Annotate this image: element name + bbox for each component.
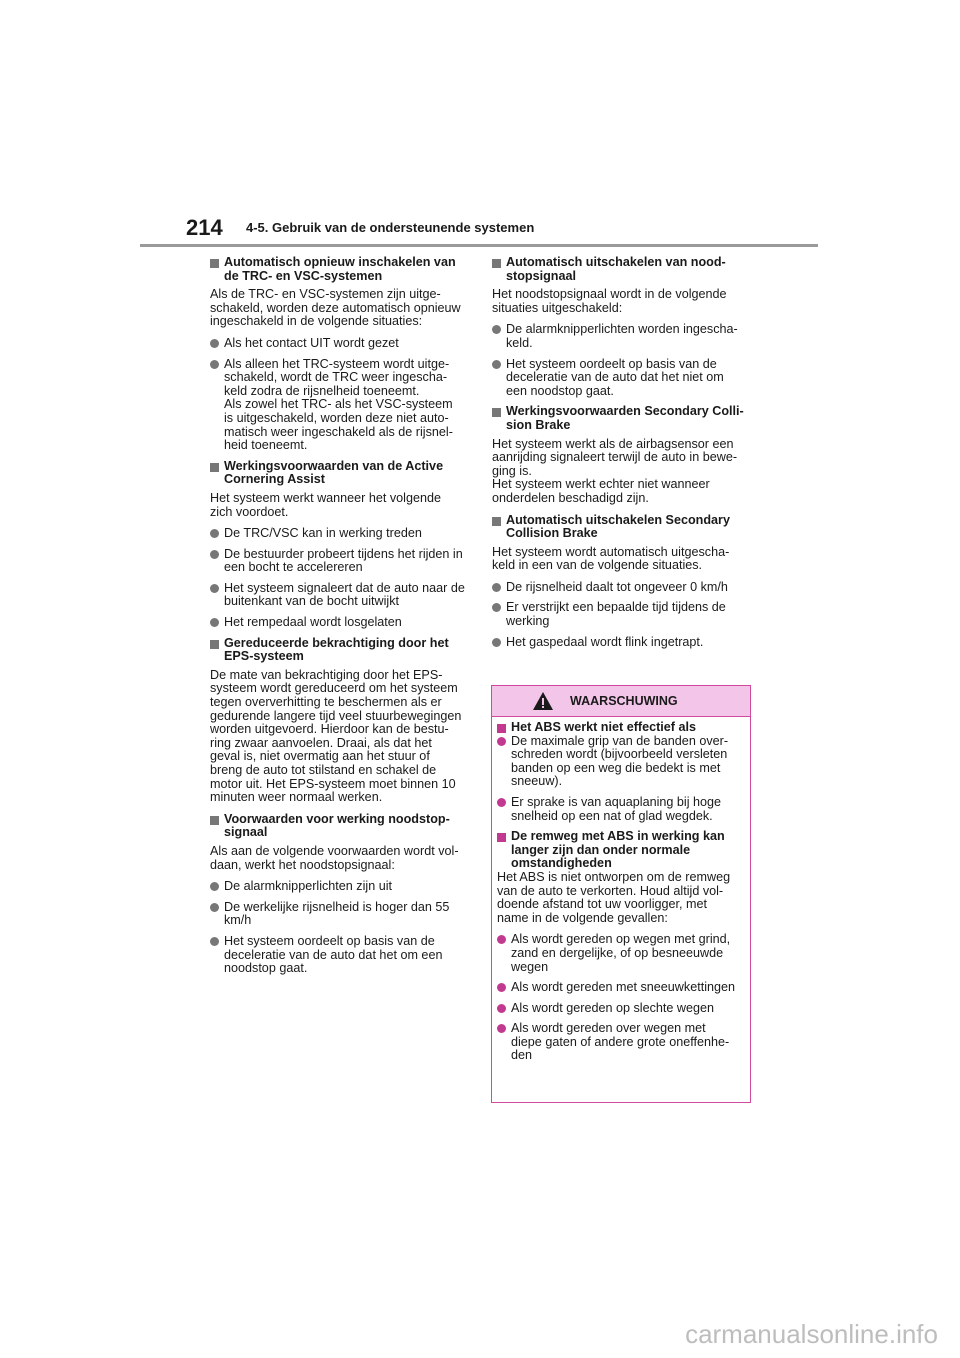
section-heading: Automatisch uitschakelen Secondary Collision Brake bbox=[492, 514, 750, 541]
circle-bullet-icon bbox=[492, 325, 501, 334]
square-bullet-icon bbox=[492, 408, 501, 417]
circle-bullet-icon bbox=[210, 584, 219, 593]
circle-bullet-icon bbox=[210, 360, 219, 369]
list-item: De maximale grip van de banden over- schreden wordt (bijvoorbeeld versleten banden op een weg die bedekt is met sneeuw). bbox=[497, 735, 745, 789]
warning-header bbox=[492, 686, 750, 717]
list-item: Als wordt gereden met sneeuwkettingen bbox=[497, 981, 745, 995]
square-bullet-icon bbox=[210, 259, 219, 268]
list-item: Er verstrijkt een bepaalde tijd tijdens de werking bbox=[492, 601, 750, 628]
list-item: De werkelijke rijsnelheid is hoger dan 55 km/h bbox=[210, 901, 468, 928]
section-heading: Het ABS werkt niet effectief als bbox=[497, 721, 745, 735]
section-body: Het ABS is niet ontworpen om de remweg van de auto te verkorten. Houd altijd vol- doende afstand tot uw voorligger, met name in de volgende gevallen: bbox=[497, 869, 731, 925]
square-bullet-icon bbox=[497, 724, 506, 733]
circle-bullet-icon bbox=[210, 903, 219, 912]
list-item: Het systeem oordeelt op basis van de deceleratie van de auto dat het om een noodstop gaat. bbox=[210, 935, 468, 976]
list-item: Het rempedaal wordt losgelaten bbox=[210, 616, 468, 630]
circle-bullet-icon bbox=[492, 603, 501, 612]
list-item: Het systeem signaleert dat de auto naar de buitenkant van de bocht uitwijkt bbox=[210, 582, 468, 609]
chapter-title: 4-5. Gebruik van de ondersteunende systemen bbox=[246, 220, 535, 235]
list-item: Als wordt gereden op slechte wegen bbox=[497, 1002, 745, 1016]
square-bullet-icon bbox=[210, 463, 219, 472]
header-divider bbox=[140, 244, 818, 247]
circle-bullet-icon bbox=[492, 360, 501, 369]
warning-box bbox=[491, 685, 751, 1103]
section-heading: Automatisch opnieuw inschakelen van de TRC- en VSC-systemen bbox=[210, 256, 468, 283]
warning-body bbox=[492, 717, 750, 1063]
section-heading: Voorwaarden voor werking noodstop-signaal bbox=[210, 813, 468, 840]
circle-bullet-icon bbox=[492, 583, 501, 592]
circle-bullet-icon bbox=[497, 935, 506, 944]
section-heading: Automatisch uitschakelen van nood-stopsignaal bbox=[492, 256, 750, 283]
list-item: Als alleen het TRC-systeem wordt uitge- schakeld, wordt de TRC weer ingescha- keld zodra de rijsnelheid toeneemt. Als zowel het TRC- als het VSC-systeem is uitgeschakeld, worden deze niet auto- matisch weer ingeschakeld als de rijsnel- heid toeneemt. bbox=[210, 358, 468, 453]
square-bullet-icon bbox=[210, 816, 219, 825]
right-column bbox=[492, 256, 750, 656]
circle-bullet-icon bbox=[497, 983, 506, 992]
circle-bullet-icon bbox=[210, 529, 219, 538]
section-intro: Het systeem werkt wanneer het volgende zich voordoet. bbox=[210, 490, 442, 519]
square-bullet-icon bbox=[210, 640, 219, 649]
section-intro: Als aan de volgende voorwaarden wordt vol- daan, werkt het noodstopsignaal: bbox=[210, 843, 459, 872]
warning-title: WAARSCHUWING bbox=[570, 694, 678, 708]
square-bullet-icon bbox=[492, 517, 501, 526]
section-intro: Het systeem wordt automatisch uitgescha- keld in een van de volgende situaties. bbox=[492, 544, 730, 573]
circle-bullet-icon bbox=[210, 937, 219, 946]
circle-bullet-icon bbox=[497, 1004, 506, 1013]
circle-bullet-icon bbox=[492, 638, 501, 647]
list-item: Als wordt gereden over wegen met diepe gaten of andere grote oneffenhe- den bbox=[497, 1022, 745, 1063]
square-bullet-icon bbox=[497, 833, 506, 842]
list-item: De rijsnelheid daalt tot ongeveer 0 km/h bbox=[492, 581, 750, 595]
section-heading: Werkingsvoorwaarden van de Active Cornering Assist bbox=[210, 460, 468, 487]
list-item: Het systeem oordeelt op basis van de deceleratie van de auto dat het niet om een noodstop gaat. bbox=[492, 358, 750, 399]
section-heading: De remweg met ABS in werking kan langer zijn dan onder normale omstandigheden bbox=[497, 830, 745, 871]
list-item: De alarmknipperlichten zijn uit bbox=[210, 880, 468, 894]
list-item: De bestuurder probeert tijdens het rijden in een bocht te accelereren bbox=[210, 548, 468, 575]
square-bullet-icon bbox=[492, 259, 501, 268]
circle-bullet-icon bbox=[497, 1024, 506, 1033]
circle-bullet-icon bbox=[210, 882, 219, 891]
circle-bullet-icon bbox=[210, 618, 219, 627]
list-item: De alarmknipperlichten worden ingescha- keld. bbox=[492, 323, 750, 350]
list-item: Als wordt gereden op wegen met grind, zand en dergelijke, of op besneeuwde wegen bbox=[497, 933, 745, 974]
list-item: Er sprake is van aquaplaning bij hoge snelheid op een nat of glad wegdek. bbox=[497, 796, 745, 823]
circle-bullet-icon bbox=[497, 798, 506, 807]
section-heading: Werkingsvoorwaarden Secondary Colli-sion Brake bbox=[492, 405, 750, 432]
circle-bullet-icon bbox=[210, 339, 219, 348]
section-body: Het systeem werkt als de airbagsensor een aanrijding signaleert terwijl de auto in bewe- ging is. Het systeem werkt echter niet wanneer onderdelen beschadigd zijn. bbox=[492, 436, 738, 505]
circle-bullet-icon bbox=[497, 737, 506, 746]
left-column bbox=[210, 256, 468, 983]
section-body: De mate van bekrachtiging door het EPS- systeem wordt gereduceerd om het systeem tegen oververhitting te beschermen als er gedurende langere tijd veel stuurbewegingen worden uitgevoerd. Hierdoor kan de bestu- ring zwaar aanvoelen. Draai, als dat het geval is, niet overmatig aan het stuur of breng de auto tot stilstand en schakel de motor uit. Het EPS-systeem moet binnen 10 minuten weer normaal werken. bbox=[210, 667, 462, 805]
list-item: De TRC/VSC kan in werking treden bbox=[210, 527, 468, 541]
section-intro: Als de TRC- en VSC-systemen zijn uitge- schakeld, worden deze automatisch opnieuw ingeschakeld in de volgende situaties: bbox=[210, 287, 461, 329]
section-intro: Het noodstopsignaal wordt in de volgende situaties uitgeschakeld: bbox=[492, 287, 727, 315]
page-number: 214 bbox=[186, 215, 223, 240]
warning-triangle-icon bbox=[532, 691, 554, 711]
watermark: carmanualsonline.info bbox=[685, 1319, 938, 1349]
list-item: Als het contact UIT wordt gezet bbox=[210, 337, 468, 351]
section-heading: Gereduceerde bekrachtiging door het EPS-systeem bbox=[210, 637, 468, 664]
list-item: Het gaspedaal wordt flink ingetrapt. bbox=[492, 636, 750, 650]
circle-bullet-icon bbox=[210, 550, 219, 559]
